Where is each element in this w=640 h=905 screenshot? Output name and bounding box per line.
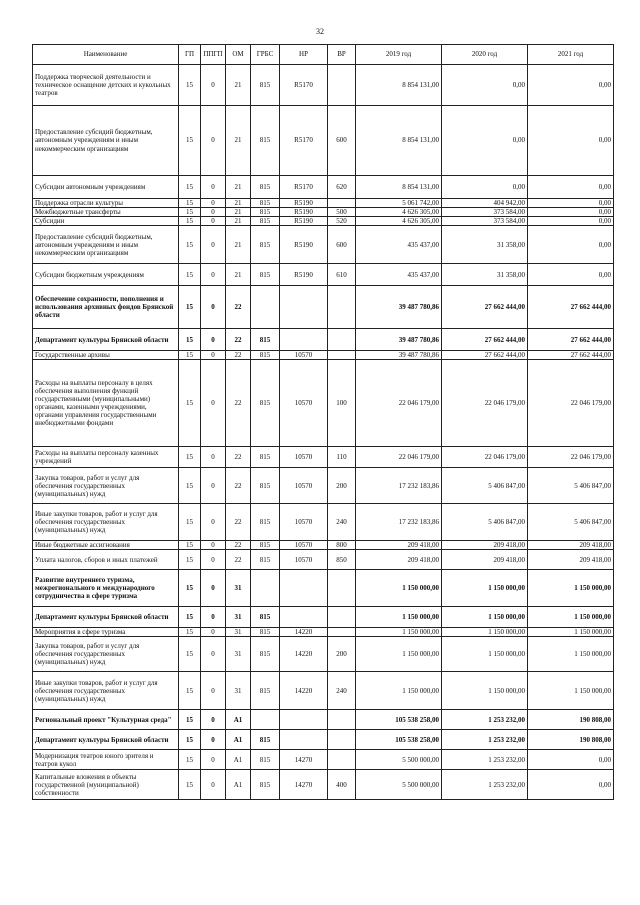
row-ppgp-cell: 0 bbox=[201, 628, 226, 637]
row-om-cell: 22 bbox=[226, 351, 251, 360]
row-2021-cell: 209 418,00 bbox=[528, 541, 614, 550]
row-2021-cell: 27 662 444,00 bbox=[528, 329, 614, 351]
row-2021-cell: 0,00 bbox=[528, 199, 614, 208]
table-row bbox=[33, 570, 614, 607]
row-2019-cell: 39 487 780,86 bbox=[356, 351, 442, 360]
table-row bbox=[33, 770, 614, 800]
row-2021-cell: 1 150 000,00 bbox=[528, 570, 614, 607]
row-gp-cell: 15 bbox=[179, 750, 201, 770]
row-gp-cell: 15 bbox=[179, 628, 201, 637]
table-row bbox=[33, 360, 614, 447]
row-om-cell: 31 bbox=[226, 607, 251, 628]
row-name-cell: Департамент культуры Брянской области bbox=[33, 329, 179, 351]
row-ppgp-cell: 0 bbox=[201, 550, 226, 570]
row-ppgp-cell: 0 bbox=[201, 710, 226, 730]
row-gp-cell: 15 bbox=[179, 264, 201, 286]
row-ppgp-cell: 0 bbox=[201, 226, 226, 264]
row-ppgp-cell: 0 bbox=[201, 65, 226, 106]
row-om-cell: 21 bbox=[226, 217, 251, 226]
row-ppgp-cell: 0 bbox=[201, 541, 226, 550]
row-om-cell: 21 bbox=[226, 176, 251, 199]
table-row bbox=[33, 672, 614, 710]
row-gp-cell: 15 bbox=[179, 65, 201, 106]
row-vr-cell bbox=[328, 628, 356, 637]
row-gp-cell: 15 bbox=[179, 176, 201, 199]
row-name-cell: Департамент культуры Брянской области bbox=[33, 607, 179, 628]
row-2019-cell: 5 500 000,00 bbox=[356, 770, 442, 800]
row-2020-cell: 31 358,00 bbox=[442, 264, 528, 286]
row-name-cell: Уплата налогов, сборов и иных платежей bbox=[33, 550, 179, 570]
row-gp-cell: 15 bbox=[179, 550, 201, 570]
table-row bbox=[33, 541, 614, 550]
row-vr-cell bbox=[328, 607, 356, 628]
row-nr-cell: 10570 bbox=[280, 550, 328, 570]
row-grbs-cell: 815 bbox=[251, 217, 280, 226]
row-name-cell: Субсидии bbox=[33, 217, 179, 226]
row-2020-cell: 22 046 179,00 bbox=[442, 360, 528, 447]
header-2021: 2021 год bbox=[528, 45, 614, 65]
row-2021-cell: 22 046 179,00 bbox=[528, 360, 614, 447]
row-om-cell: 22 bbox=[226, 550, 251, 570]
row-name-cell: Расходы на выплаты персоналу казенных учреждений bbox=[33, 447, 179, 468]
row-om-cell: 31 bbox=[226, 628, 251, 637]
table-row bbox=[33, 199, 614, 208]
table-row bbox=[33, 176, 614, 199]
row-om-cell: 31 bbox=[226, 570, 251, 607]
row-vr-cell bbox=[328, 710, 356, 730]
row-name-cell: Закупка товаров, работ и услуг для обеспечения государственных (муниципальных) нужд bbox=[33, 637, 179, 672]
row-nr-cell bbox=[280, 286, 328, 329]
row-2020-cell: 22 046 179,00 bbox=[442, 447, 528, 468]
row-vr-cell: 200 bbox=[328, 468, 356, 504]
row-name-cell: Предоставление субсидий бюджетным, автономным учреждениям и иным некоммерческим организациям bbox=[33, 106, 179, 176]
header-vr: ВР bbox=[328, 45, 356, 65]
row-name-cell: Мероприятия в сфере туризма bbox=[33, 628, 179, 637]
row-2020-cell: 0,00 bbox=[442, 106, 528, 176]
row-2021-cell: 27 662 444,00 bbox=[528, 286, 614, 329]
row-ppgp-cell: 0 bbox=[201, 199, 226, 208]
row-name-cell: Субсидии автономным учреждениям bbox=[33, 176, 179, 199]
row-gp-cell: 15 bbox=[179, 672, 201, 710]
header-ppgp: ППГП bbox=[201, 45, 226, 65]
row-ppgp-cell: 0 bbox=[201, 770, 226, 800]
row-gp-cell: 15 bbox=[179, 637, 201, 672]
row-gp-cell: 15 bbox=[179, 199, 201, 208]
row-ppgp-cell: 0 bbox=[201, 208, 226, 217]
row-nr-cell bbox=[280, 329, 328, 351]
row-ppgp-cell: 0 bbox=[201, 672, 226, 710]
row-ppgp-cell: 0 bbox=[201, 637, 226, 672]
row-grbs-cell bbox=[251, 286, 280, 329]
row-2020-cell: 5 406 847,00 bbox=[442, 504, 528, 541]
row-name-cell: Иные бюджетные ассигнования bbox=[33, 541, 179, 550]
row-gp-cell: 15 bbox=[179, 447, 201, 468]
row-2019-cell: 1 150 000,00 bbox=[356, 628, 442, 637]
row-grbs-cell: 815 bbox=[251, 264, 280, 286]
row-grbs-cell bbox=[251, 570, 280, 607]
row-2021-cell: 0,00 bbox=[528, 65, 614, 106]
row-2019-cell: 435 437,00 bbox=[356, 264, 442, 286]
row-2020-cell: 0,00 bbox=[442, 176, 528, 199]
row-2019-cell: 1 150 000,00 bbox=[356, 637, 442, 672]
row-grbs-cell: 815 bbox=[251, 351, 280, 360]
table-row bbox=[33, 628, 614, 637]
row-ppgp-cell: 0 bbox=[201, 286, 226, 329]
row-vr-cell: 240 bbox=[328, 504, 356, 541]
row-om-cell: 22 bbox=[226, 286, 251, 329]
row-2020-cell: 27 662 444,00 bbox=[442, 286, 528, 329]
row-nr-cell: R5190 bbox=[280, 199, 328, 208]
row-2019-cell: 105 538 258,00 bbox=[356, 710, 442, 730]
row-grbs-cell: 815 bbox=[251, 672, 280, 710]
row-2020-cell: 31 358,00 bbox=[442, 226, 528, 264]
row-vr-cell bbox=[328, 329, 356, 351]
row-nr-cell: R5190 bbox=[280, 217, 328, 226]
row-gp-cell: 15 bbox=[179, 541, 201, 550]
row-name-cell: Капитальные вложения в объекты государственной (муниципальной) собственности bbox=[33, 770, 179, 800]
row-2020-cell: 373 584,00 bbox=[442, 217, 528, 226]
row-name-cell: Межбюджетные трансферты bbox=[33, 208, 179, 217]
row-nr-cell: R5190 bbox=[280, 226, 328, 264]
row-vr-cell: 520 bbox=[328, 217, 356, 226]
row-vr-cell: 240 bbox=[328, 672, 356, 710]
row-2021-cell: 0,00 bbox=[528, 208, 614, 217]
row-grbs-cell: 815 bbox=[251, 65, 280, 106]
row-ppgp-cell: 0 bbox=[201, 570, 226, 607]
row-name-cell: Иные закупки товаров, работ и услуг для обеспечения государственных (муниципальных) нужд bbox=[33, 672, 179, 710]
row-gp-cell: 15 bbox=[179, 730, 201, 750]
row-gp-cell: 15 bbox=[179, 770, 201, 800]
row-vr-cell: 850 bbox=[328, 550, 356, 570]
row-2019-cell: 105 538 258,00 bbox=[356, 730, 442, 750]
row-2020-cell: 1 253 232,00 bbox=[442, 750, 528, 770]
row-2020-cell: 209 418,00 bbox=[442, 550, 528, 570]
row-2019-cell: 435 437,00 bbox=[356, 226, 442, 264]
row-gp-cell: 15 bbox=[179, 217, 201, 226]
row-name-cell: Обеспечение сохранности, пополнения и использования архивных фондов Брянской области bbox=[33, 286, 179, 329]
row-gp-cell: 15 bbox=[179, 351, 201, 360]
table-row bbox=[33, 750, 614, 770]
row-nr-cell: R5170 bbox=[280, 106, 328, 176]
row-om-cell: 22 bbox=[226, 447, 251, 468]
row-2021-cell: 209 418,00 bbox=[528, 550, 614, 570]
row-gp-cell: 15 bbox=[179, 710, 201, 730]
row-grbs-cell: 815 bbox=[251, 226, 280, 264]
header-2020: 2020 год bbox=[442, 45, 528, 65]
row-om-cell: A1 bbox=[226, 710, 251, 730]
header-gp: ГП bbox=[179, 45, 201, 65]
row-ppgp-cell: 0 bbox=[201, 176, 226, 199]
row-gp-cell: 15 bbox=[179, 570, 201, 607]
row-2020-cell: 373 584,00 bbox=[442, 208, 528, 217]
row-om-cell: 21 bbox=[226, 65, 251, 106]
row-ppgp-cell: 0 bbox=[201, 329, 226, 351]
row-2019-cell: 209 418,00 bbox=[356, 550, 442, 570]
row-name-cell: Субсидии бюджетным учреждениям bbox=[33, 264, 179, 286]
row-name-cell: Иные закупки товаров, работ и услуг для обеспечения государственных (муниципальных) нужд bbox=[33, 504, 179, 541]
header-name: Наименование bbox=[33, 45, 179, 65]
row-om-cell: 22 bbox=[226, 468, 251, 504]
row-nr-cell: R5190 bbox=[280, 208, 328, 217]
table-header-row bbox=[33, 45, 614, 65]
row-grbs-cell: 815 bbox=[251, 607, 280, 628]
row-2019-cell: 17 232 183,86 bbox=[356, 468, 442, 504]
row-ppgp-cell: 0 bbox=[201, 447, 226, 468]
row-2019-cell: 39 487 780,86 bbox=[356, 286, 442, 329]
row-2020-cell: 1 150 000,00 bbox=[442, 628, 528, 637]
row-2020-cell: 1 150 000,00 bbox=[442, 570, 528, 607]
row-2019-cell: 5 061 742,00 bbox=[356, 199, 442, 208]
row-2021-cell: 0,00 bbox=[528, 264, 614, 286]
row-om-cell: 22 bbox=[226, 504, 251, 541]
row-nr-cell: 10570 bbox=[280, 468, 328, 504]
row-grbs-cell: 815 bbox=[251, 360, 280, 447]
row-grbs-cell: 815 bbox=[251, 628, 280, 637]
row-name-cell: Расходы на выплаты персоналу в целях обеспечения выполнения функций государственными (муниципальными) органами, казенными учреждениями, органами управления государственными внебюджетными фондами bbox=[33, 360, 179, 447]
row-gp-cell: 15 bbox=[179, 468, 201, 504]
row-nr-cell: 10570 bbox=[280, 447, 328, 468]
row-grbs-cell: 815 bbox=[251, 637, 280, 672]
row-2021-cell: 1 150 000,00 bbox=[528, 628, 614, 637]
table-row bbox=[33, 106, 614, 176]
row-om-cell: A1 bbox=[226, 730, 251, 750]
row-ppgp-cell: 0 bbox=[201, 468, 226, 504]
table-row bbox=[33, 730, 614, 750]
row-2020-cell: 209 418,00 bbox=[442, 541, 528, 550]
row-ppgp-cell: 0 bbox=[201, 351, 226, 360]
row-grbs-cell: 815 bbox=[251, 329, 280, 351]
row-nr-cell: R5190 bbox=[280, 264, 328, 286]
row-name-cell: Предоставление субсидий бюджетным, автономным учреждениям и иным некоммерческим организациям bbox=[33, 226, 179, 264]
row-name-cell: Департамент культуры Брянской области bbox=[33, 730, 179, 750]
table-row bbox=[33, 710, 614, 730]
row-nr-cell: 14220 bbox=[280, 628, 328, 637]
row-vr-cell: 800 bbox=[328, 541, 356, 550]
row-name-cell: Закупка товаров, работ и услуг для обеспечения государственных (муниципальных) нужд bbox=[33, 468, 179, 504]
row-vr-cell bbox=[328, 199, 356, 208]
row-2020-cell: 1 253 232,00 bbox=[442, 710, 528, 730]
row-vr-cell: 100 bbox=[328, 360, 356, 447]
row-om-cell: 22 bbox=[226, 541, 251, 550]
row-2021-cell: 0,00 bbox=[528, 226, 614, 264]
row-gp-cell: 15 bbox=[179, 286, 201, 329]
row-grbs-cell: 815 bbox=[251, 447, 280, 468]
row-nr-cell: R5170 bbox=[280, 65, 328, 106]
row-2021-cell: 0,00 bbox=[528, 176, 614, 199]
row-2021-cell: 27 662 444,00 bbox=[528, 351, 614, 360]
row-2021-cell: 0,00 bbox=[528, 106, 614, 176]
table-row bbox=[33, 504, 614, 541]
table-row bbox=[33, 329, 614, 351]
row-om-cell: 21 bbox=[226, 208, 251, 217]
row-2019-cell: 1 150 000,00 bbox=[356, 607, 442, 628]
row-grbs-cell: 815 bbox=[251, 550, 280, 570]
row-vr-cell: 400 bbox=[328, 770, 356, 800]
row-ppgp-cell: 0 bbox=[201, 607, 226, 628]
header-2019: 2019 год bbox=[356, 45, 442, 65]
row-2019-cell: 4 626 305,00 bbox=[356, 208, 442, 217]
row-gp-cell: 15 bbox=[179, 360, 201, 447]
row-nr-cell: 14270 bbox=[280, 770, 328, 800]
row-2021-cell: 1 150 000,00 bbox=[528, 672, 614, 710]
row-vr-cell bbox=[328, 65, 356, 106]
row-grbs-cell bbox=[251, 710, 280, 730]
row-2019-cell: 1 150 000,00 bbox=[356, 570, 442, 607]
row-gp-cell: 15 bbox=[179, 504, 201, 541]
row-nr-cell: 10570 bbox=[280, 504, 328, 541]
table-row bbox=[33, 468, 614, 504]
row-name-cell: Развитие внутреннего туризма, межрегионального и международного сотрудничества в сфере туризма bbox=[33, 570, 179, 607]
row-vr-cell: 620 bbox=[328, 176, 356, 199]
row-gp-cell: 15 bbox=[179, 329, 201, 351]
row-grbs-cell: 815 bbox=[251, 750, 280, 770]
table-row bbox=[33, 226, 614, 264]
row-2020-cell: 1 150 000,00 bbox=[442, 607, 528, 628]
row-vr-cell bbox=[328, 286, 356, 329]
row-ppgp-cell: 0 bbox=[201, 106, 226, 176]
row-nr-cell bbox=[280, 710, 328, 730]
row-grbs-cell: 815 bbox=[251, 176, 280, 199]
table-row bbox=[33, 286, 614, 329]
table-row bbox=[33, 264, 614, 286]
row-2021-cell: 0,00 bbox=[528, 770, 614, 800]
row-2021-cell: 22 046 179,00 bbox=[528, 447, 614, 468]
row-name-cell: Поддержка творческой деятельности и техническое оснащение детских и кукольных театров bbox=[33, 65, 179, 106]
row-2021-cell: 5 406 847,00 bbox=[528, 504, 614, 541]
header-grbs: ГРБС bbox=[251, 45, 280, 65]
row-grbs-cell: 815 bbox=[251, 106, 280, 176]
row-vr-cell: 600 bbox=[328, 106, 356, 176]
table-row bbox=[33, 550, 614, 570]
row-grbs-cell: 815 bbox=[251, 770, 280, 800]
row-2020-cell: 0,00 bbox=[442, 65, 528, 106]
row-2020-cell: 404 942,00 bbox=[442, 199, 528, 208]
row-2021-cell: 0,00 bbox=[528, 217, 614, 226]
row-2019-cell: 8 854 131,00 bbox=[356, 106, 442, 176]
row-name-cell: Государственные архивы bbox=[33, 351, 179, 360]
row-nr-cell bbox=[280, 730, 328, 750]
row-name-cell: Модернизация театров юного зрителя и театров кукол bbox=[33, 750, 179, 770]
table-row bbox=[33, 65, 614, 106]
row-vr-cell bbox=[328, 570, 356, 607]
row-om-cell: 21 bbox=[226, 199, 251, 208]
row-ppgp-cell: 0 bbox=[201, 730, 226, 750]
row-2020-cell: 1 253 232,00 bbox=[442, 770, 528, 800]
row-grbs-cell: 815 bbox=[251, 199, 280, 208]
row-vr-cell bbox=[328, 730, 356, 750]
row-vr-cell: 500 bbox=[328, 208, 356, 217]
row-om-cell: 31 bbox=[226, 672, 251, 710]
table-row bbox=[33, 637, 614, 672]
row-om-cell: 22 bbox=[226, 360, 251, 447]
row-2021-cell: 1 150 000,00 bbox=[528, 607, 614, 628]
row-2021-cell: 0,00 bbox=[528, 750, 614, 770]
table-row bbox=[33, 351, 614, 360]
row-vr-cell: 610 bbox=[328, 264, 356, 286]
row-nr-cell: 10570 bbox=[280, 351, 328, 360]
row-ppgp-cell: 0 bbox=[201, 264, 226, 286]
row-nr-cell: R5170 bbox=[280, 176, 328, 199]
row-2019-cell: 8 854 131,00 bbox=[356, 176, 442, 199]
table-row bbox=[33, 607, 614, 628]
row-gp-cell: 15 bbox=[179, 226, 201, 264]
row-gp-cell: 15 bbox=[179, 208, 201, 217]
row-2019-cell: 22 046 179,00 bbox=[356, 447, 442, 468]
row-nr-cell: 14270 bbox=[280, 750, 328, 770]
row-2021-cell: 1 150 000,00 bbox=[528, 637, 614, 672]
row-2019-cell: 17 232 183,86 bbox=[356, 504, 442, 541]
table-row bbox=[33, 208, 614, 217]
row-vr-cell: 600 bbox=[328, 226, 356, 264]
row-grbs-cell: 815 bbox=[251, 208, 280, 217]
row-2020-cell: 27 662 444,00 bbox=[442, 329, 528, 351]
row-om-cell: A1 bbox=[226, 750, 251, 770]
row-gp-cell: 15 bbox=[179, 607, 201, 628]
row-2021-cell: 190 808,00 bbox=[528, 730, 614, 750]
row-gp-cell: 15 bbox=[179, 106, 201, 176]
row-2019-cell: 39 487 780,86 bbox=[356, 329, 442, 351]
page-number: 32 bbox=[316, 27, 324, 36]
row-2019-cell: 22 046 179,00 bbox=[356, 360, 442, 447]
row-2020-cell: 1 150 000,00 bbox=[442, 672, 528, 710]
row-ppgp-cell: 0 bbox=[201, 504, 226, 541]
row-om-cell: 21 bbox=[226, 106, 251, 176]
row-vr-cell: 110 bbox=[328, 447, 356, 468]
row-om-cell: 21 bbox=[226, 226, 251, 264]
row-name-cell: Региональный проект "Культурная среда" bbox=[33, 710, 179, 730]
row-vr-cell bbox=[328, 750, 356, 770]
budget-table bbox=[32, 44, 614, 800]
table-row bbox=[33, 217, 614, 226]
row-nr-cell: 10570 bbox=[280, 541, 328, 550]
row-2020-cell: 1 150 000,00 bbox=[442, 637, 528, 672]
header-nr: НР bbox=[280, 45, 328, 65]
row-om-cell: 21 bbox=[226, 264, 251, 286]
row-grbs-cell: 815 bbox=[251, 541, 280, 550]
row-2019-cell: 4 626 305,00 bbox=[356, 217, 442, 226]
row-grbs-cell: 815 bbox=[251, 504, 280, 541]
row-2019-cell: 8 854 131,00 bbox=[356, 65, 442, 106]
row-grbs-cell: 815 bbox=[251, 730, 280, 750]
header-om: ОМ bbox=[226, 45, 251, 65]
row-2021-cell: 190 808,00 bbox=[528, 710, 614, 730]
row-ppgp-cell: 0 bbox=[201, 360, 226, 447]
row-grbs-cell: 815 bbox=[251, 468, 280, 504]
row-nr-cell: 14220 bbox=[280, 637, 328, 672]
row-2019-cell: 1 150 000,00 bbox=[356, 672, 442, 710]
row-2021-cell: 5 406 847,00 bbox=[528, 468, 614, 504]
row-om-cell: A1 bbox=[226, 770, 251, 800]
row-nr-cell bbox=[280, 570, 328, 607]
row-2019-cell: 5 500 000,00 bbox=[356, 750, 442, 770]
row-ppgp-cell: 0 bbox=[201, 217, 226, 226]
row-vr-cell bbox=[328, 351, 356, 360]
row-nr-cell: 10570 bbox=[280, 360, 328, 447]
row-2020-cell: 1 253 232,00 bbox=[442, 730, 528, 750]
row-name-cell: Поддержка отрасли культуры bbox=[33, 199, 179, 208]
row-om-cell: 22 bbox=[226, 329, 251, 351]
row-2020-cell: 27 662 444,00 bbox=[442, 351, 528, 360]
row-om-cell: 31 bbox=[226, 637, 251, 672]
row-2019-cell: 209 418,00 bbox=[356, 541, 442, 550]
table-row bbox=[33, 447, 614, 468]
row-nr-cell bbox=[280, 607, 328, 628]
row-nr-cell: 14220 bbox=[280, 672, 328, 710]
row-2020-cell: 5 406 847,00 bbox=[442, 468, 528, 504]
row-vr-cell: 200 bbox=[328, 637, 356, 672]
row-ppgp-cell: 0 bbox=[201, 750, 226, 770]
